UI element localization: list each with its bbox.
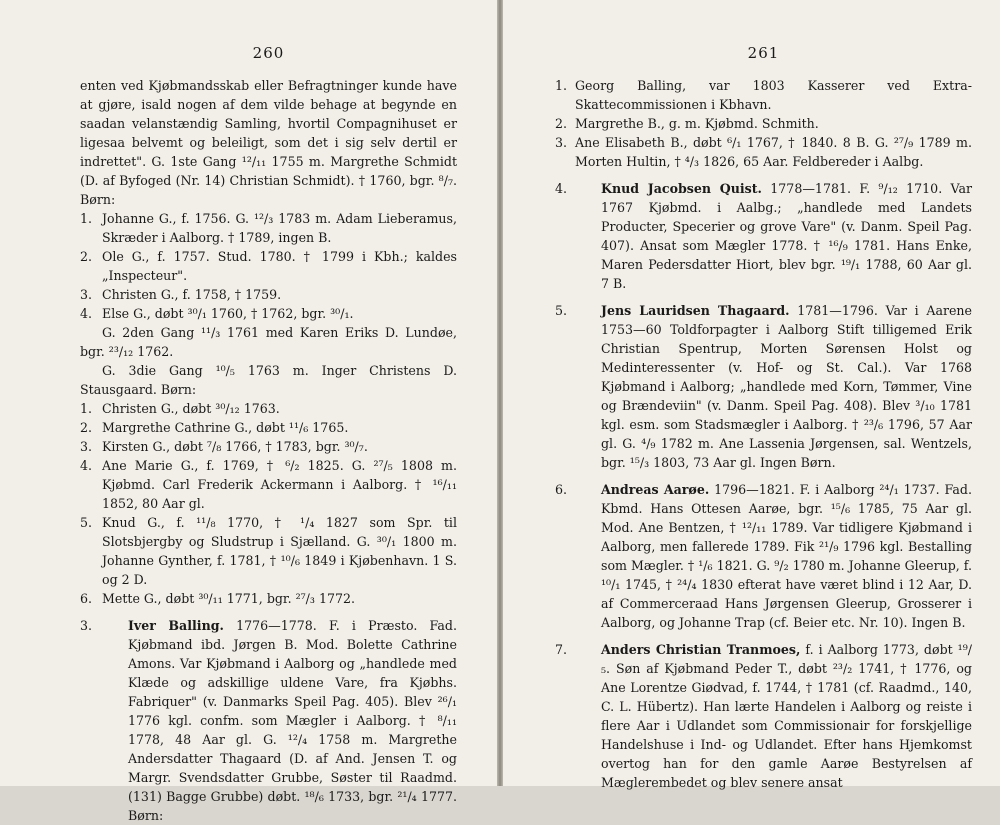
list-item: [555, 76, 972, 114]
list-item-text: Ole G., f. 1757. Stud. 1780. † 1799 i Kbh.; kaldes „Inspecteur".: [102, 249, 457, 283]
list-item-text: Ane Marie G., f. 1769, † ⁶/₂ 1825. G. ²⁷/₅ 1808 m. Kjøbmd. Carl Frederik Ackermann i Aalborg. † ¹⁶/₁₁ 1852, 80 Aar gl.: [102, 458, 457, 511]
entry-name: Jens Lauridsen Thagaard.: [601, 303, 790, 318]
list-item-text: Else G., døbt ³⁰/₁ 1760, † 1762, bgr. ³⁰/₁.: [102, 306, 354, 321]
register-entry: [555, 480, 972, 632]
entry-text: 1778—1781. F. ⁹/₁₂ 1710. Var 1767 Kjøbmd. i Aalbg.; „handlede med Landets Producter, Specerier og grove Vare" (v. Danm. Speil Pag. 407). Ansat som Mægler 1778. † ¹⁶/₉ 1781. Hans Enke, Maren Pedersdatter Hiort, blev bgr. ¹⁹/₁ 1788, 60 Aar gl. 7 B.: [601, 181, 972, 291]
entry-number: 7.: [555, 642, 568, 657]
entry-number: 4.: [555, 181, 568, 196]
list-item-number: 3.: [80, 439, 93, 454]
list-item-text: Georg Balling, var 1803 Kasserer ved Extra-Skattecommissionen i Kbhavn.: [575, 78, 972, 112]
page-number: 261: [747, 44, 780, 62]
entry-number: 6.: [555, 482, 568, 497]
second-marriage: G. 2den Gang ¹¹/₃ 1761 med Karen Eriks D. Lundøe, bgr. ²³/₁₂ 1762.: [80, 325, 457, 359]
list-item: [80, 418, 457, 437]
list-item-text: Margrethe Cathrine G., døbt ¹¹/₆ 1765.: [102, 420, 349, 435]
entry-text: 1781—1796. Var i Aarene 1753—60 Toldforpagter i Aalborg Stift tilligemed Erik Christian Spentrup, Morten Sørensen Holst og Medinteressenter (v. Hof- og St. Cal.). Var 1768 Kjøbmand i Aalborg; „handlede med Korn, Tømmer, Vine og Brændeviin" (v. Danm. Speil Pag. 408). Blev ³/₁₀ 1781 kgl. esm. som Stadsmægler i Aalborg. † ²³/₆ 1796, 57 Aar gl. G. ⁴/₉ 1782 m. Ane Lassenia Jørgensen, sal. Wentzels, bgr. ¹⁵/₃ 1803, 73 Aar gl. Ingen Børn.: [601, 303, 972, 470]
list-item-text: Christen G., f. 1758, † 1759.: [102, 287, 282, 302]
page-number: 260: [252, 44, 285, 62]
list-item-number: 3.: [80, 287, 93, 302]
list-item: [80, 209, 457, 247]
list-item: [80, 285, 457, 304]
entry-name: Andreas Aarøe.: [601, 482, 710, 497]
entry-name: Iver Balling.: [128, 618, 224, 633]
list-item-number: 2.: [80, 420, 93, 435]
list-item-number: 2.: [555, 116, 568, 131]
list-item-number: 2.: [80, 249, 93, 264]
entry-name: Knud Jacobsen Quist.: [601, 181, 762, 196]
list-item: [80, 456, 457, 513]
list-item-text: Johanne G., f. 1756. G. ¹²/₃ 1783 m. Adam Lieberamus, Skræder i Aalborg. † 1789, ingen B.: [102, 211, 457, 245]
entry-number: 5.: [555, 303, 568, 318]
list-item: [80, 513, 457, 589]
intro-paragraph: enten ved Kjøbmandsskab eller Befragtninger kunde have at gjøre, isald nogen af dem vilde behage at begynde en saadan velanstændig Samling, hvortil Compagnihuset er ligesaa belvemt og beleiligt, som det i sig selv dertil er indrettet". G. 1ste Gang ¹²/₁₁ 1755 m. Margrethe Schmidt (D. af Byfoged (Nr. 14) Christian Schmidt). † 1760, bgr. ⁸/₇. Børn:: [80, 78, 457, 207]
entry-text: f. i Aalborg 1773, døbt ¹⁹/₅. Søn af Kjøbmand Peder T., døbt ²³/₂ 1741, † 1776, og Ane Lorentze Giødvad, f. 1744, † 1781 (cf. Raadmd., 140, C. L. Hübertz). Han lærte Handelen i Aalborg og reiste i flere Aar i Udlandet som Commissionair for forskjellige Handelshuse i Ind- og Udlandet. Efter hans Hjemkomst overtog han for den gamle Aarøe Bestyrelsen af Mæglerembedet og blev senere ansat: [601, 642, 972, 790]
entry-number: 3.: [80, 618, 93, 633]
list-item-number: 3.: [555, 135, 568, 150]
list-item-number: 4.: [80, 458, 93, 473]
third-marriage: G. 3die Gang ¹⁰/₅ 1763 m. Inger Christens D. Stausgaard. Børn:: [80, 363, 457, 397]
list-item-text: Kirsten G., døbt ⁷/₈ 1766, † 1783, bgr. ³⁰/₇.: [102, 439, 368, 454]
list-item-text: Knud G., f. ¹¹/₈ 1770, † ¹/₄ 1827 som Spr. til Slotsbjergby og Sludstrup i Sjælland. G. ³⁰/₁ 1800 m. Johanne Gynther, f. 1781, † ¹⁰/₆ 1849 i Kjøbenhavn. 1 S. og 2 D.: [102, 515, 457, 587]
list-item: [80, 304, 457, 323]
list-item-number: 4.: [80, 306, 93, 321]
list-item-number: 1.: [80, 401, 93, 416]
list-item-text: Margrethe B., g. m. Kjøbmd. Schmith.: [575, 116, 819, 131]
list-item-number: 6.: [80, 591, 93, 606]
right-page: [503, 0, 1000, 790]
entry-name: Anders Christian Tranmoes,: [601, 642, 801, 657]
entry-text: 1796—1821. F. i Aalborg ²⁴/₁ 1737. Fad. Kbmd. Hans Ottesen Aarøe, bgr. ¹⁵/₆ 1785, 75 Aar gl. Mod. Ane Bentzen, † ¹²/₁₁ 1789. Var tidligere Kjøbmand i Aalborg, men fallerede 1789. Fik ²¹/₉ 1796 kgl. Bestalling som Mægler. † ¹/₆ 1821. G. ⁹/₂ 1780 m. Johanne Gleerup, f. ¹⁰/₁ 1745, † ²⁴/₄ 1830 efterat have været blind i 12 Aar, D. af Commerceraad Hans Jørgensen Gleerup, Grosserer i Aalborg, og Johanne Trap (cf. Beier etc. Nr. 10). Ingen B.: [601, 482, 972, 630]
list-item: [555, 114, 972, 133]
list-item: [555, 133, 972, 171]
list-item-text: Christen G., døbt ³⁰/₁₂ 1763.: [102, 401, 280, 416]
list-item: [80, 589, 457, 608]
list-item-number: 1.: [80, 211, 93, 226]
list-item-text: Mette G., døbt ³⁰/₁₁ 1771, bgr. ²⁷/₃ 1772.: [102, 591, 356, 606]
register-entry: [555, 640, 972, 792]
list-item: [80, 399, 457, 418]
list-item: [80, 247, 457, 285]
list-item-number: 1.: [555, 78, 568, 93]
register-entry: [80, 616, 457, 825]
entry-text: 1776—1778. F. i Præsto. Fad. Kjøbmand ibd. Jørgen B. Mod. Bolette Cathrine Amons. Var Kjøbmand i Aalborg og „handlede med Klæde og adskillige uldene Vare, fra Kjøbhs. Fabriquer" (v. Danmarks Speil Pag. 405). Blev ²⁶/₁ 1776 kgl. confm. som Mægler i Aalborg. † ⁸/₁₁ 1778, 48 Aar gl. G. ¹²/₄ 1758 m. Margrethe Andersdatter Thagaard (D. af And. Jensen T. og Margr. Svendsdatter Grubbe, Søster til Raadmd. (131) Bagge Grubbe) døbt. ¹⁸/₆ 1733, bgr. ²¹/₄ 1777. Børn:: [128, 618, 457, 823]
register-entry: [555, 179, 972, 293]
list-item: [80, 437, 457, 456]
list-item-number: 5.: [80, 515, 93, 530]
register-entry: [555, 301, 972, 472]
list-item-text: Ane Elisabeth B., døbt ⁶/₁ 1767, † 1840. 8 B. G. ²⁷/₉ 1789 m. Morten Hultin, † ⁴/₃ 1826, 65 Aar. Feldbereder i Aalbg.: [575, 135, 972, 169]
left-page: [0, 0, 497, 823]
